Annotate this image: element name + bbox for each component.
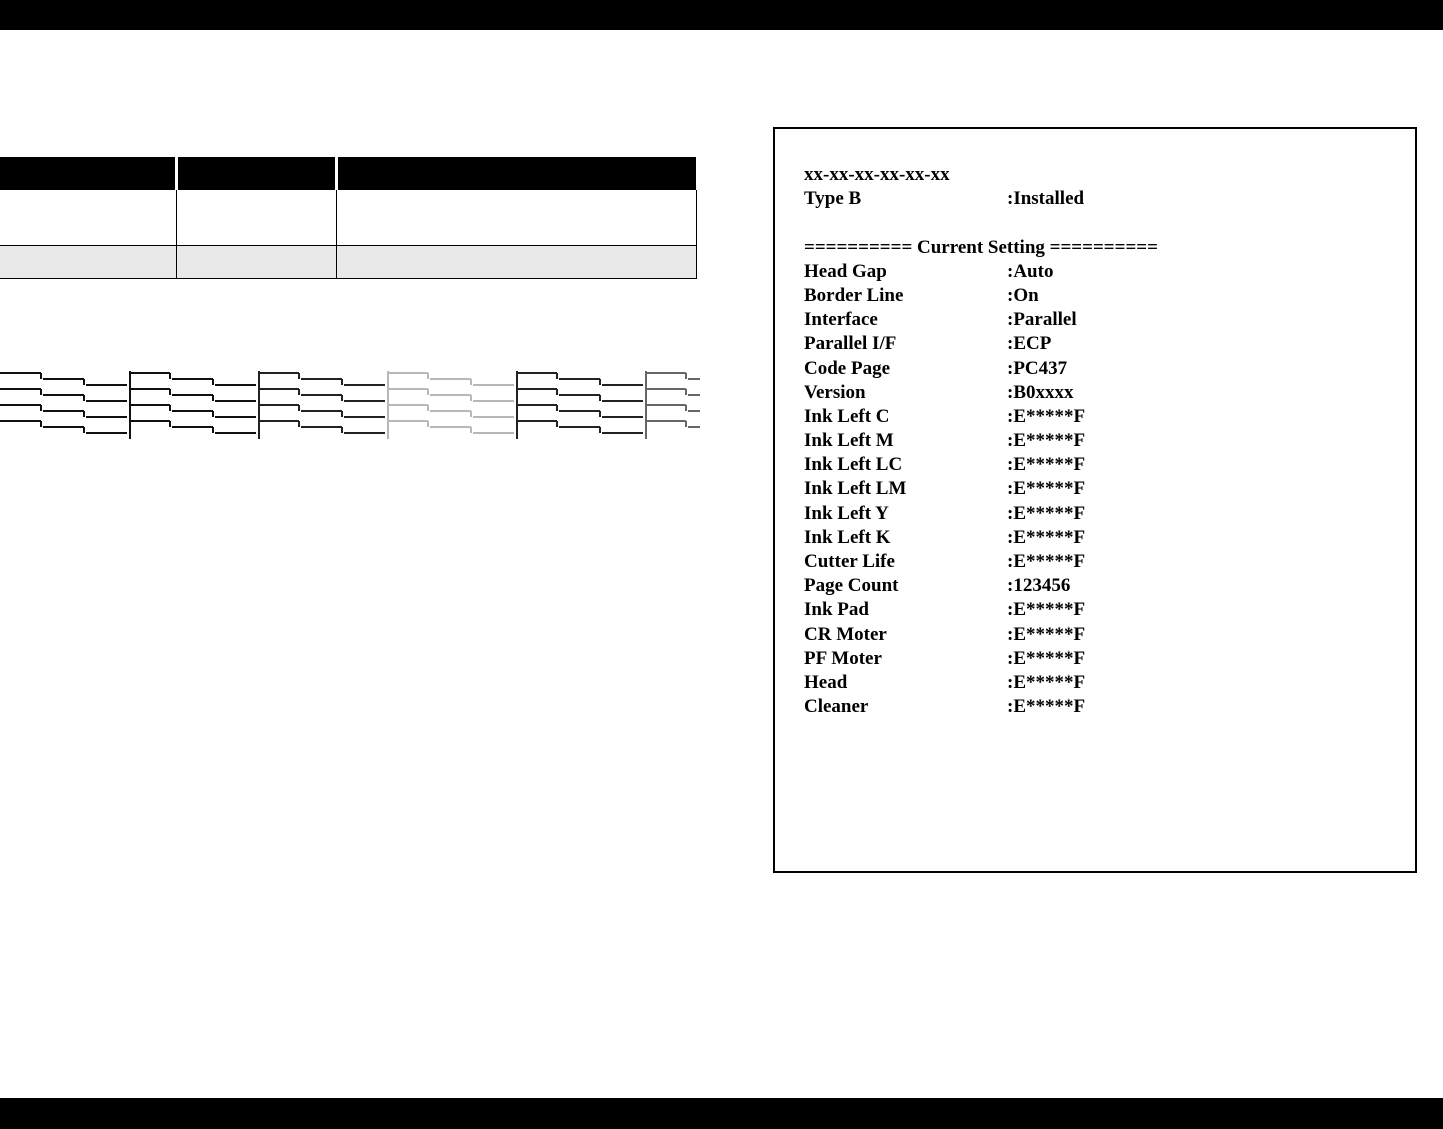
setting-label: Cutter Life: [804, 551, 895, 572]
setting-label: Ink Left M: [804, 430, 894, 452]
setting-value: :123456: [1007, 575, 1071, 597]
option-value: :Installed: [1007, 188, 1085, 210]
setting-value: :E*****F: [1007, 405, 1086, 427]
table-header-cell-2: [176, 157, 336, 190]
setting-label: CR Moter: [804, 623, 887, 645]
setting-value: :PC437: [1007, 357, 1068, 379]
setting-value: :E*****F: [1007, 696, 1086, 718]
nozzle-check-pattern: [0, 365, 700, 445]
setting-label: PF Moter: [804, 647, 882, 669]
nozzle-block: [517, 371, 643, 439]
setting-value: :E*****F: [1007, 502, 1086, 524]
setting-label: Ink Left Y: [804, 502, 889, 524]
setting-label: Ink Left LM: [804, 478, 907, 500]
setting-value: :E*****F: [1007, 599, 1086, 621]
setting-value: :E*****F: [1007, 526, 1086, 548]
setting-label: Interface: [804, 309, 878, 331]
table-cell: [336, 190, 696, 246]
setting-label: Ink Left C: [804, 405, 890, 427]
setting-value: :Auto: [1007, 260, 1054, 282]
option-label: Type B: [804, 188, 862, 210]
setting-label: Ink Pad: [804, 599, 869, 621]
setting-label: Parallel I/F: [804, 333, 897, 355]
setting-value: :E*****F: [1007, 551, 1086, 572]
setting-value: :B0xxxx: [1007, 381, 1074, 403]
setting-value: :E*****F: [1007, 430, 1086, 452]
spec-table: [0, 157, 697, 279]
table-header-row: [0, 157, 696, 190]
setting-value: :On: [1007, 284, 1039, 306]
table-cell: [0, 190, 176, 246]
nozzle-block: [388, 371, 514, 439]
serial-number: xx-xx-xx-xx-xx-xx: [804, 164, 950, 185]
setting-value: :Parallel: [1007, 309, 1077, 331]
setting-value: :E*****F: [1007, 478, 1086, 500]
setting-value: :ECP: [1007, 333, 1052, 355]
setting-value: :E*****F: [1007, 623, 1086, 645]
bottom-black-bar: [0, 1098, 1443, 1129]
top-black-bar: [0, 0, 1443, 30]
table-header-cell-3: [336, 157, 696, 190]
setting-label: Cleaner: [804, 696, 869, 718]
nozzle-block: [646, 371, 700, 439]
setting-label: Code Page: [804, 357, 891, 379]
table-cell: [336, 246, 696, 279]
setting-label: Head Gap: [804, 260, 887, 282]
setting-label: Ink Left LC: [804, 454, 903, 476]
section-header: ========== Current Setting ==========: [804, 236, 1158, 258]
nozzle-block: [259, 371, 385, 439]
nozzle-block: [130, 371, 256, 439]
table-row: [0, 246, 696, 279]
nozzle-block: [0, 373, 127, 433]
setting-value: :E*****F: [1007, 647, 1086, 669]
table-cell: [176, 246, 336, 279]
setting-value: :E*****F: [1007, 454, 1086, 476]
table-cell: [176, 190, 336, 246]
status-sheet: [773, 127, 1417, 873]
table-cell: [0, 246, 176, 279]
table-row: [0, 190, 696, 246]
setting-label: Ink Left K: [804, 526, 891, 548]
table-header-cell-1: [0, 157, 176, 190]
setting-label: Version: [804, 381, 866, 403]
setting-label: Page Count: [804, 575, 899, 597]
setting-label: Head: [804, 671, 848, 693]
setting-label: Border Line: [804, 284, 904, 306]
setting-value: :E*****F: [1007, 671, 1086, 693]
